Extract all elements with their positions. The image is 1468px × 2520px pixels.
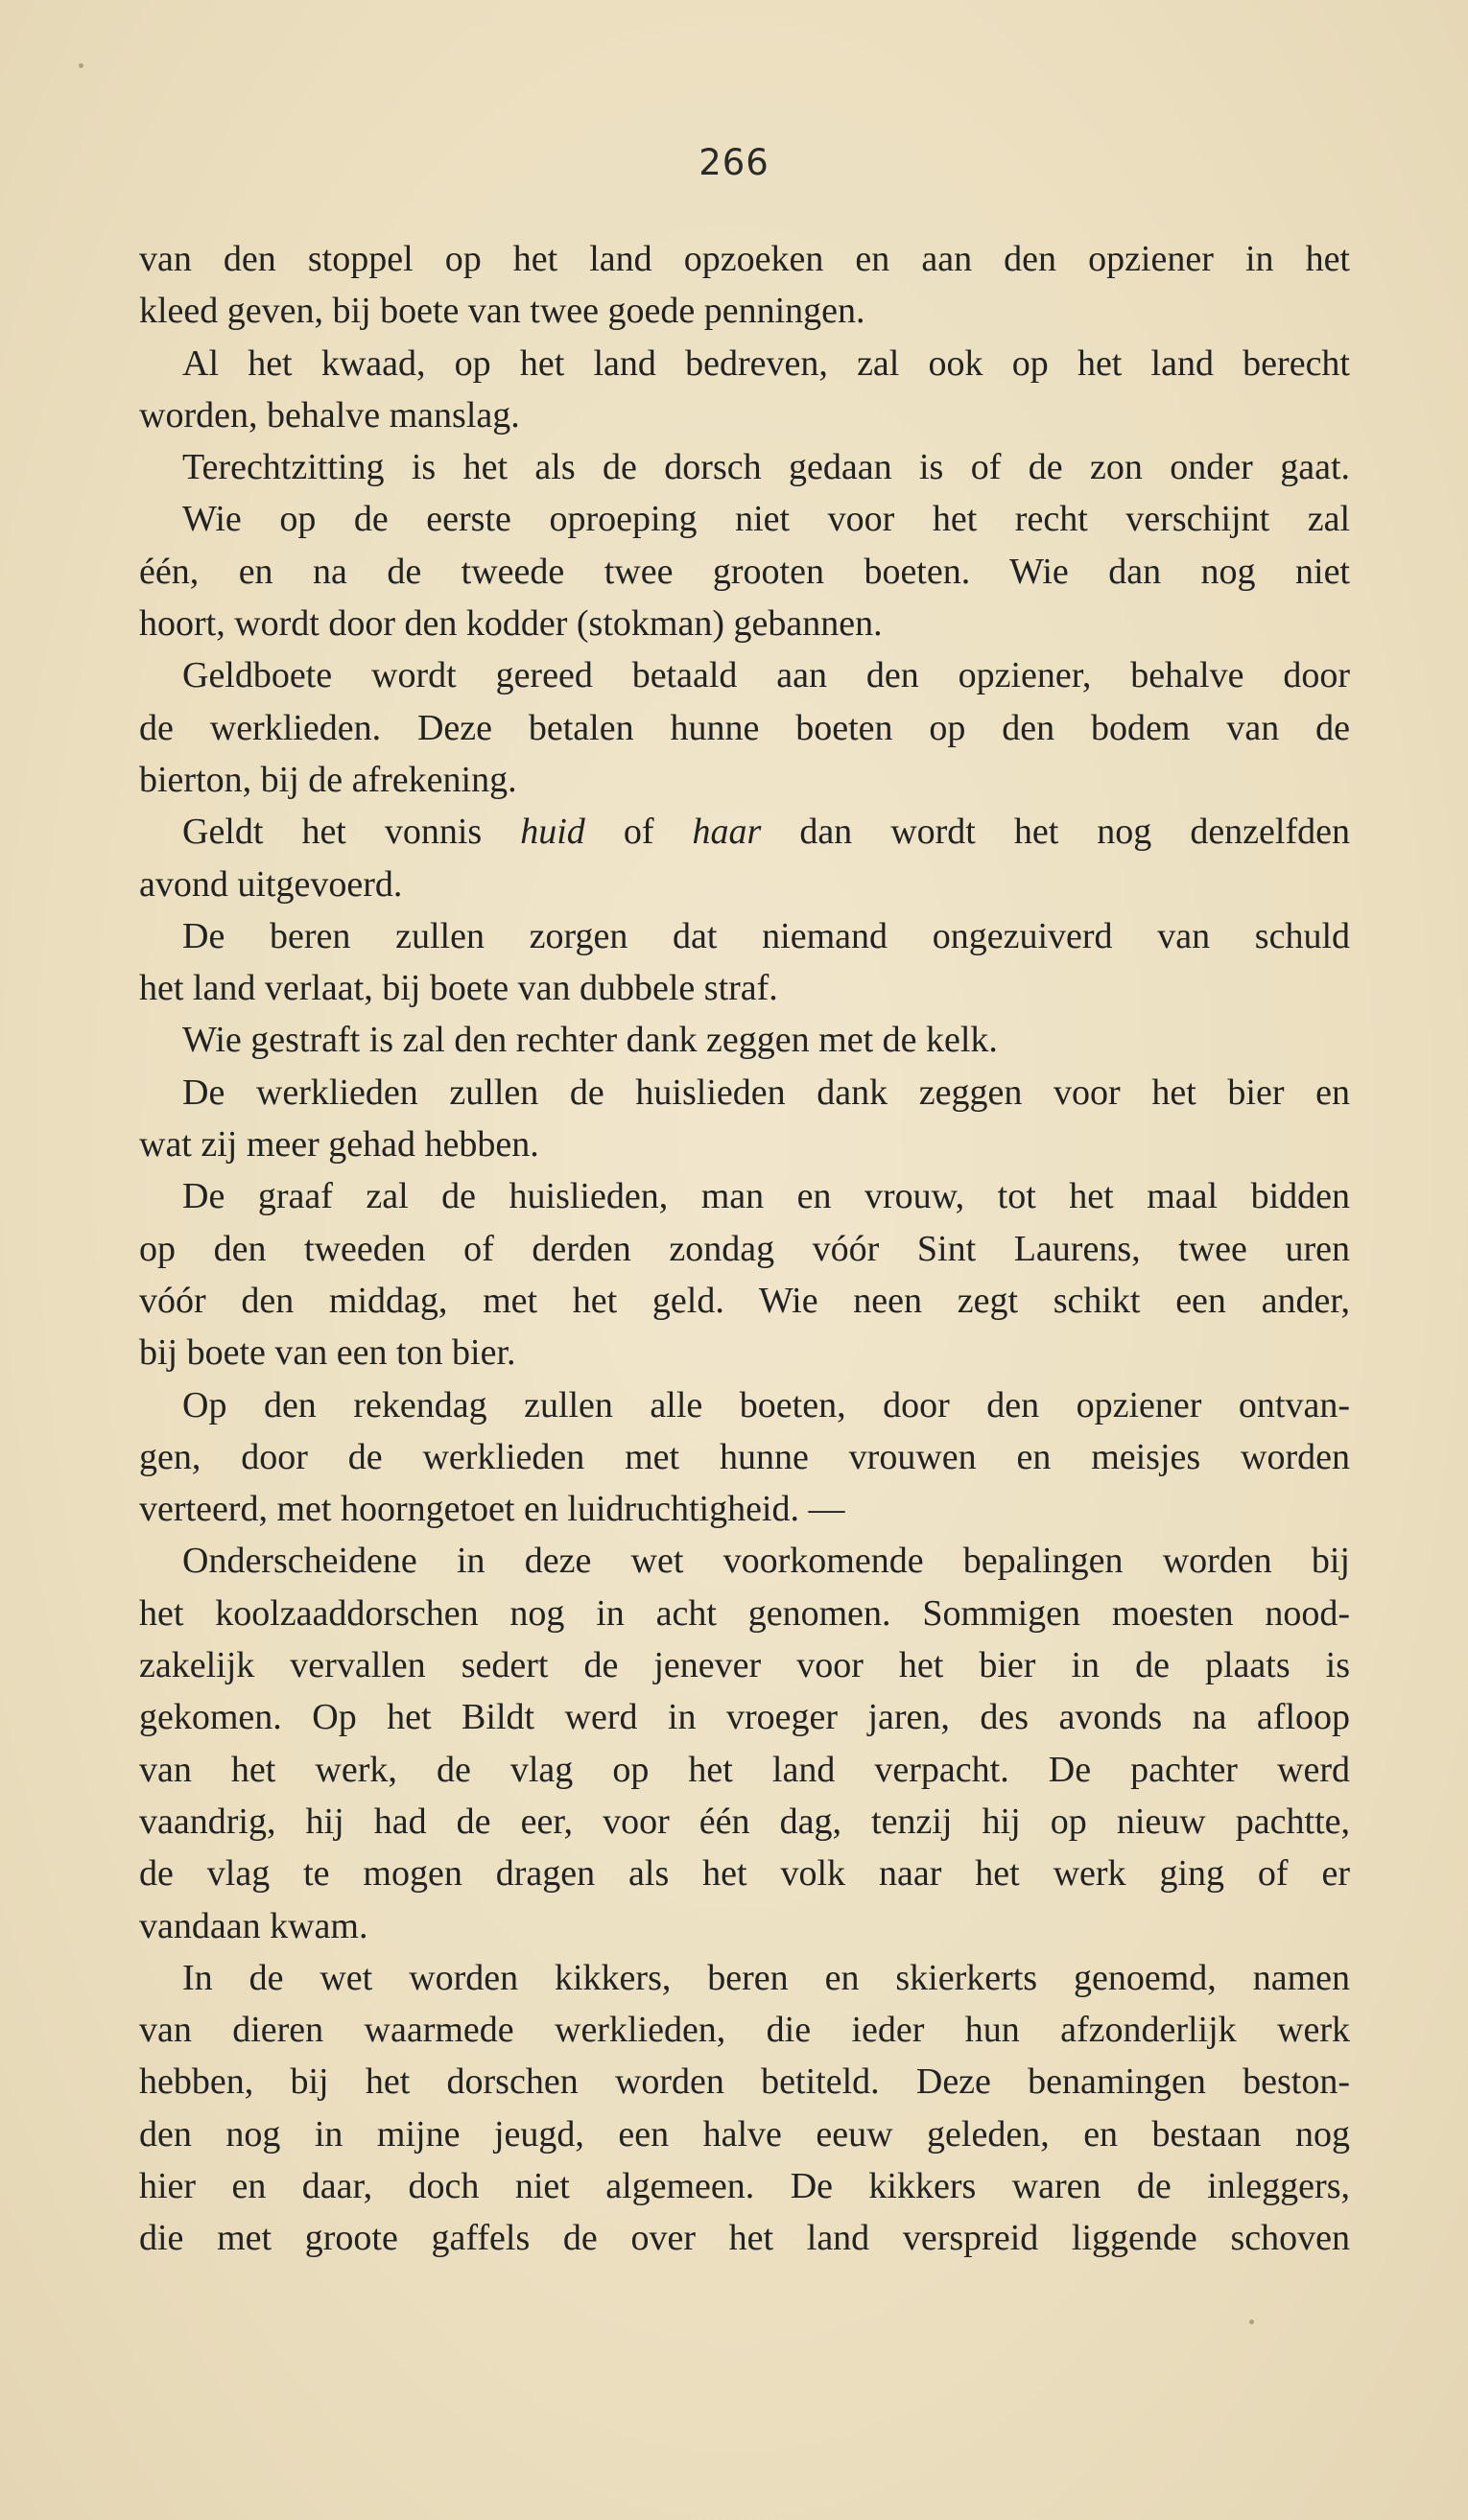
text-line: Wie op de eerste oproeping niet voor het recht verschijnt zal (182, 499, 1350, 540)
text-line: Al het kwaad, op het land bedreven, zal ook op het land berecht (182, 342, 1350, 384)
italic-word: huid (520, 812, 585, 853)
text-line: avond uitgevoerd. (139, 863, 403, 905)
text-line: hoort, wordt door den kodder (stokman) gebannen. (139, 603, 883, 645)
text-line: hebben, bij het dorschen worden betiteld. Deze benamingen beston- (139, 2061, 1350, 2103)
text-line: In de wet worden kikkers, beren en skierkerts genoemd, namen (182, 1957, 1350, 1998)
text-line: op den tweeden of derden zondag vóór Sint Laurens, twee uren (139, 1228, 1350, 1269)
paper-speck (79, 63, 83, 68)
text-line: Geldt het vonnis huid of haar dan wordt het nog denzelfden (182, 812, 1350, 853)
text-line: bij boete van een ton bier. (139, 1332, 516, 1374)
text-line: De beren zullen zorgen dat niemand ongezuiverd van schuld (182, 915, 1350, 956)
text-line: de werklieden. Deze betalen hunne boeten op den bodem van de (139, 707, 1350, 748)
text-line: vóór den middag, met het geld. Wie neen zegt schikt een ander, (139, 1280, 1350, 1321)
text-line: van dieren waarmede werklieden, die ieder hun afzonderlijk werk (139, 2010, 1350, 2051)
text-line: den nog in mijne jeugd, een halve eeuw geleden, en bestaan nog (139, 2113, 1350, 2155)
text-line: het land verlaat, bij boete van dubbele straf. (139, 968, 778, 1009)
text-line: Terechtzitting is het als de dorsch gedaan is of de zon onder gaat. (182, 447, 1350, 488)
body-text (139, 233, 1350, 2265)
text-line: Wie gestraft is zal den rechter dank zeggen met de kelk. (182, 1020, 998, 1061)
text-line: gen, door de werklieden met hunne vrouwen en meisjes worden (139, 1436, 1350, 1477)
text-line: van den stoppel op het land opzoeken en aan den opziener in het (139, 239, 1350, 279)
text-line: Onderscheidene in deze wet voorkomende bepalingen worden bij (182, 1541, 1350, 1582)
text-line: kleed geven, bij boete van twee goede penningen. (139, 291, 865, 332)
text-line: hier en daar, doch niet algemeen. De kikkers waren de inleggers, (139, 2165, 1350, 2206)
text-line: de vlag te mogen dragen als het volk naar het werk ging of er (139, 1853, 1350, 1895)
text-line: Geldboete wordt gereed betaald aan den opziener, behalve door (182, 655, 1350, 696)
text-line: die met groote gaffels de over het land verspreid liggende schoven (139, 2218, 1350, 2259)
text-line: Op den rekendag zullen alle boeten, door den opziener ontvan- (182, 1384, 1350, 1425)
italic-word: haar (692, 812, 762, 853)
text-line: worden, behalve manslag. (139, 394, 520, 436)
text-line: wat zij meer gehad hebben. (139, 1124, 539, 1166)
text-line: De werklieden zullen de huislieden dank zeggen voor het bier en (182, 1072, 1350, 1113)
text-line: gekomen. Op het Bildt werd in vroeger jaren, des avonds na afloop (139, 1697, 1350, 1738)
text-line: één, en na de tweede twee grooten boeten. Wie dan nog niet (139, 551, 1350, 592)
text-line: vaandrig, hij had de eer, voor één dag, tenzij hij op nieuw pachtte, (139, 1801, 1350, 1842)
text-line: vandaan kwam. (139, 1905, 368, 1946)
text-line: van het werk, de vlag op het land verpacht. De pachter werd (139, 1749, 1350, 1790)
text-line: zakelijk vervallen sedert de jenever voor het bier in de plaats is (139, 1645, 1350, 1686)
paper-speck (1249, 2320, 1254, 2324)
text-line: De graaf zal de huislieden, man en vrouw, tot het maal bidden (182, 1176, 1350, 1217)
text-line: verteerd, met hoorngetoet en luidruchtigheid. — (139, 1489, 845, 1530)
page-number: 266 (698, 142, 770, 183)
text-line: bierton, bij de afrekening. (139, 759, 517, 800)
text-line: het koolzaaddorschen nog in acht genomen. Sommigen moesten nood- (139, 1592, 1350, 1634)
